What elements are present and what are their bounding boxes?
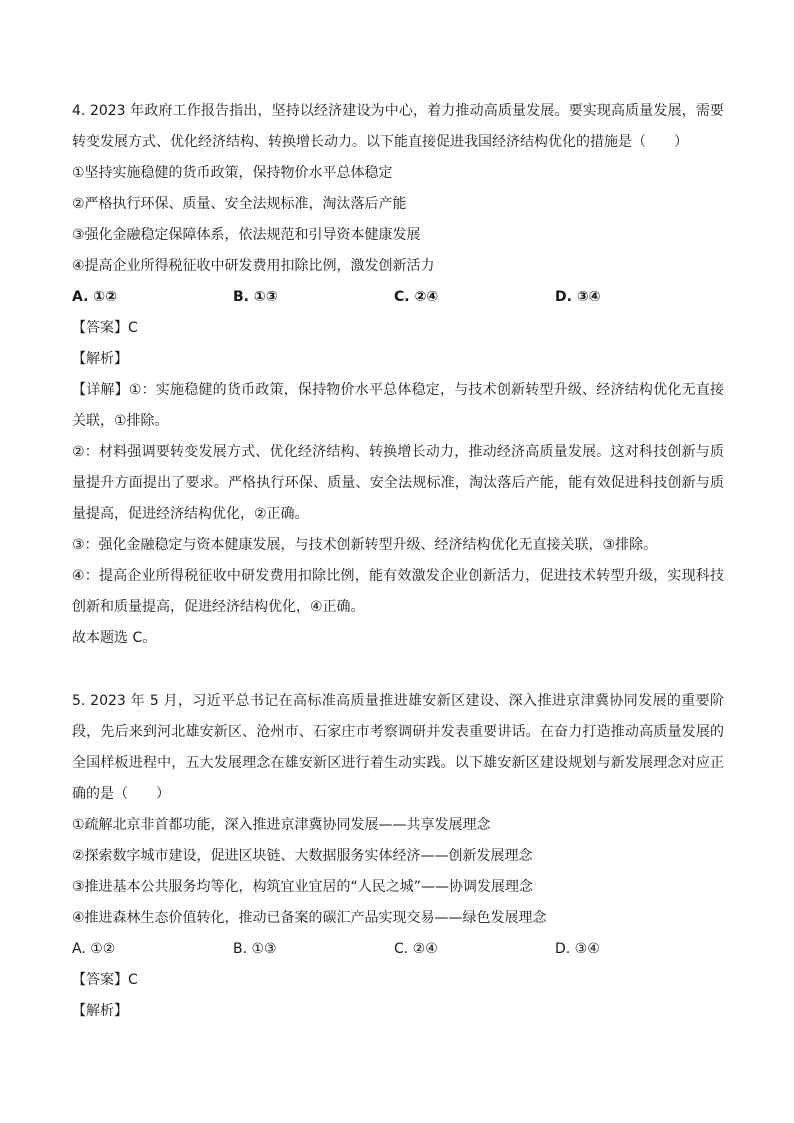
question-5-item-1: ①疏解北京非首都功能，深入推进京津冀协同发展——共享发展理念 (72, 817, 491, 833)
question-4-option-a: A. ①② (72, 289, 117, 305)
question-4-answer: 【答案】C (72, 320, 138, 336)
question-5-answer: 【答案】C (72, 972, 138, 988)
question-4-analysis-1: 【详解】①：实施稳健的货币政策，保持物价水平总体稳定，与技术创新转型升级、经济结构优化无直接关联，①排除。 (72, 382, 724, 429)
question-4-item-3: ③强化金融稳定保障体系，依法规范和引导资本健康发展 (72, 227, 421, 243)
question-5-item-2: ②探索数字城市建设，促进区块链、大数据服务实体经济——创新发展理念 (72, 848, 533, 864)
question-4-analysis-3: ③：强化金融稳定与资本健康发展，与技术创新转型升级、经济结构优化无直接关联，③排除。 (72, 537, 658, 553)
question-4-option-d: D. ③④ (555, 289, 601, 305)
question-5-option-b: B. ①③ (233, 941, 277, 957)
page-content (72, 96, 724, 1027)
question-4-conclusion: 故本题选 C。 (72, 630, 157, 646)
question-5-analysis-label: 【解析】 (72, 1003, 128, 1019)
question-4-stem: 4. 2023 年政府工作报告指出，坚持以经济建设为中心，着力推动高质量发展。要实现高质量发展，需要转变发展方式、优化经济结构、转换增长动力。以下能直接促进我国经济结构优化的措施是（ ） (72, 103, 724, 150)
question-5-option-a: A. ①② (72, 941, 116, 957)
question-4-option-c: C. ②④ (394, 289, 439, 305)
question-5-option-d: D. ③④ (555, 941, 600, 957)
question-5-item-4: ④推进森林生态价值转化，推动已备案的碳汇产品实现交易——绿色发展理念 (72, 910, 547, 926)
question-4-item-4: ④提高企业所得税征收中研发费用扣除比例，激发创新活力 (72, 258, 435, 274)
question-4-item-2: ②严格执行环保、质量、安全法规标准，淘汰落后产能 (72, 196, 407, 212)
question-5-option-c: C. ②④ (394, 941, 438, 957)
question-5-options (72, 934, 724, 965)
question-4-analysis-4: ④：提高企业所得税征收中研发费用扣除比例，能有效激发企业创新活力，促进技术转型升级，实现科技创新和质量提高，促进经济结构优化，④正确。 (72, 568, 724, 615)
question-4-item-1: ①坚持实施稳健的货币政策，保持物价水平总体稳定 (72, 165, 393, 181)
question-separator (72, 654, 724, 686)
question-4-analysis-label: 【解析】 (72, 351, 128, 367)
question-5-item-3: ③推进基本公共服务均等化，构筑宜业宜居的“人民之城”——协调发展理念 (72, 879, 534, 895)
question-4-analysis-2: ②：材料强调要转变发展方式、优化经济结构、转换增长动力，推动经济高质量发展。这对科技创新与质量提升方面提出了要求。严格执行环保、质量、安全法规标准，淘汰落后产能，能有效促进科技创新与质量提高，促进经济结构优化，②正确。 (72, 444, 724, 522)
question-4-options (72, 282, 724, 313)
question-4-option-b: B. ①③ (233, 289, 278, 305)
question-5-stem: 5. 2023 年 5 月，习近平总书记在高标准高质量推进雄安新区建设、深入推进京津冀协同发展的重要阶段，先后来到河北雄安新区、沧州市、石家庄市考察调研并发表重要讲话。在奋力打造推动高质量发展的全国样板进程中，五大发展理念在雄安新区进行着生动实践。以下雄安新区建设规划与新发展理念对应正确的是（ ） (72, 693, 724, 802)
